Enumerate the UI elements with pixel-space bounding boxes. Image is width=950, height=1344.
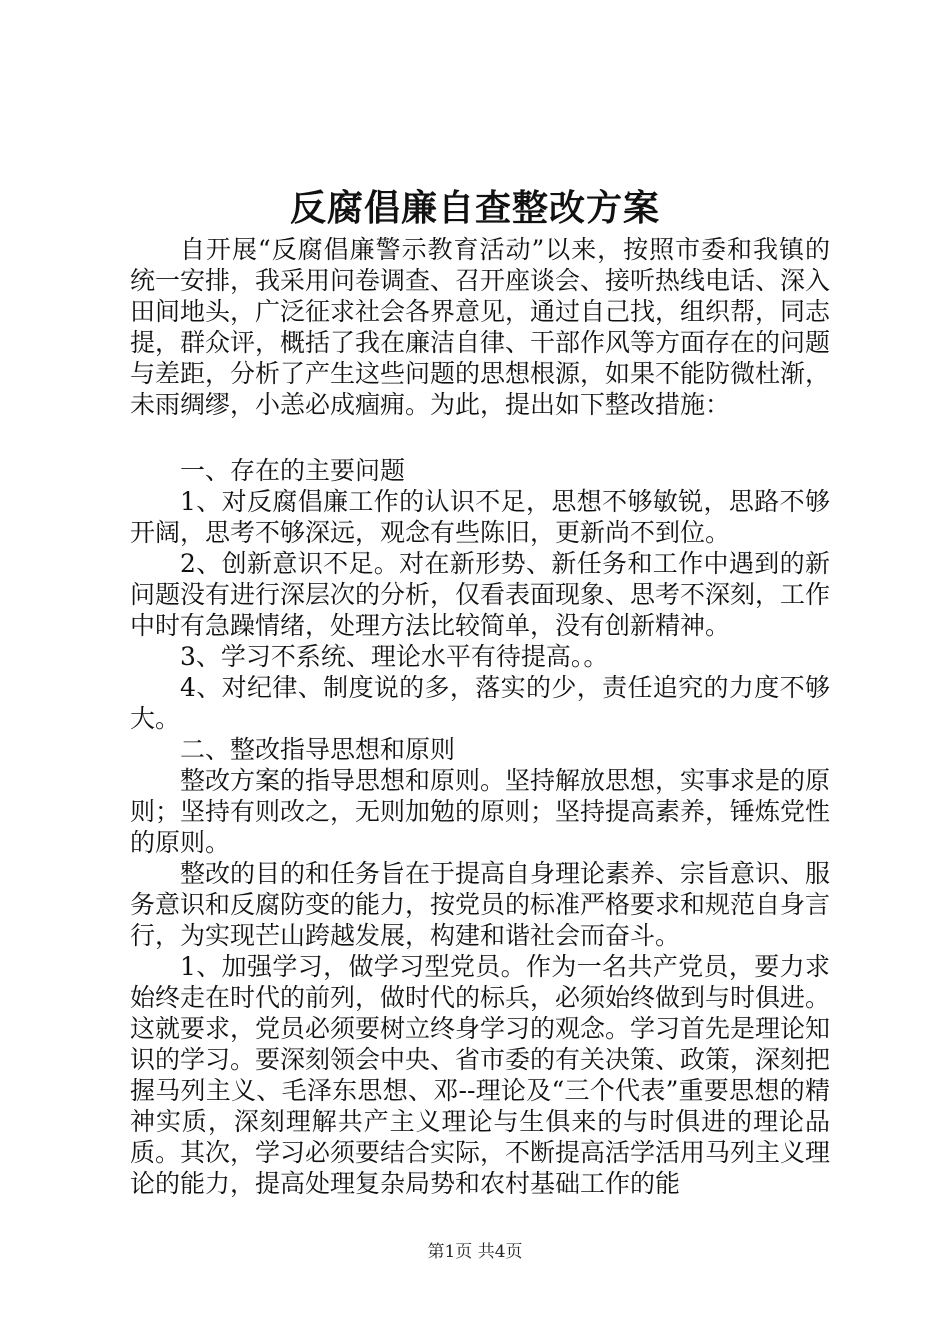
problem-item-4: 4、对纪律、制度说的多，落实的少，责任追究的力度不够大。 (130, 673, 830, 733)
page-number-footer: 第1页 共4页 (427, 1242, 523, 1262)
intro-paragraph: 自开展“反腐倡廉警示教育活动”以来，按照市委和我镇的统一安排，我采用问卷调查、召开座谈会、接听热线电话、深入田间地头，广泛征求社会各界意见，通过自己找，组织帮，同志提，群众评，概括了我在廉洁自律、干部作风等方面存在的问题与差距，分析了产生这些问题的思想根源，如果不能防微杜渐，未雨绸缪，小恙必成痼痈。为此，提出如下整改措施： (130, 235, 831, 419)
purpose-paragraph: 整改的目的和任务旨在于提高自身理论素养、宗旨意识、服务意识和反腐防变的能力，按党员的标准严格要求和规范自身言行，为实现芒山跨越发展，构建和谐社会而奋斗。 (130, 859, 831, 950)
section-heading-principles: 二、整改指导思想和原则 (180, 735, 456, 764)
principle-paragraph: 整改方案的指导思想和原则。坚持解放思想，实事求是的原则；坚持有则改之，无则加勉的原则；坚持提高素养，锤炼党性的原则。 (130, 766, 831, 857)
problem-item-3: 3、学习不系统、理论水平有待提高。。 (180, 642, 609, 671)
document-body (130, 234, 830, 1199)
section-heading-problems: 一、存在的主要问题 (180, 456, 406, 485)
problem-item-1: 1、对反腐倡廉工作的认识不足，思想不够敏锐，思路不够开阔，思考不够深远，观念有些陈旧，更新尚不到位。 (130, 487, 830, 547)
problem-item-2: 2、创新意识不足。对在新形势、新任务和工作中遇到的新问题没有进行深层次的分析，仅看表面现象、思考不深刻，工作中时有急躁情绪，处理方法比较简单，没有创新精神。 (130, 549, 831, 640)
measure-item-1: 1、加强学习，做学习型党员。作为一名共产党员，要力求始终走在时代的前列，做时代的标兵，必须始终做到与时俱进。这就要求，党员必须要树立终身学习的观念。学习首先是理论知识的学习。要深刻领会中央、省市委的有关决策、政策，深刻把握马列主义、毛泽东思想、邓--理论及“三个代表”重要思想的精神实质，深刻理解共产主义理论与生俱来的与时俱进的理论品质。其次，学习必须要结合实际，不断提高活学活用马列主义理论的能力，提高处理复杂局势和农村基础工作的能 (130, 952, 831, 1198)
document-title: 反腐倡廉自查整改方案 (289, 187, 660, 229)
paragraph-spacer (130, 420, 830, 455)
